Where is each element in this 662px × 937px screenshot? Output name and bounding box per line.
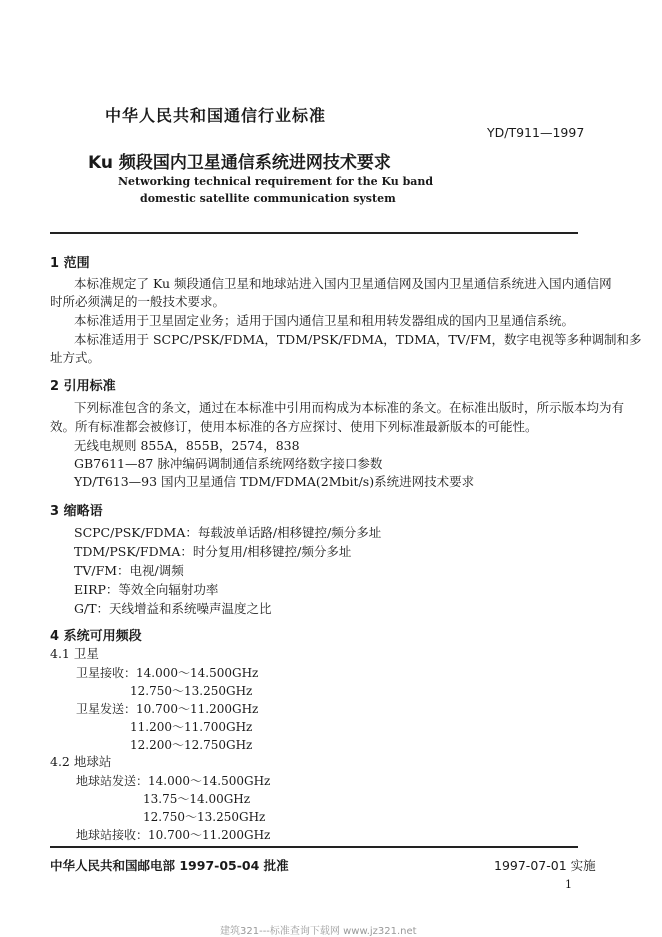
issue-date: 中华人民共和国邮电部 1997-05-04 批准: [50, 858, 289, 873]
section-1-para-1-line-1: 本标准规定了 Ku 频段通信卫星和地球站进入国内卫星通信网及国内卫星通信系统进入国内通信网: [74, 276, 612, 291]
section-1-heading: 1 范围: [50, 256, 90, 271]
section-4-heading: 4 系统可用频段: [50, 629, 142, 644]
abbreviation-item: TDM/PSK/FDMA：时分复用/相移键控/频分多址: [74, 544, 352, 559]
frequency-line: 12.200～12.750GHz: [130, 738, 253, 752]
watermark-text: 建筑321---标准查询下载网 www.jz321.net: [220, 926, 417, 937]
reference-item: GB7611—87 脉冲编码调制通信系统网络数字接口参数: [74, 456, 383, 471]
frequency-line: 12.750～13.250GHz: [130, 684, 253, 698]
abbreviation-item: SCPC/PSK/FDMA：每载波单话路/相移键控/频分多址: [74, 525, 382, 540]
doc-title-cn: Ku 频段国内卫星通信系统进网技术要求: [88, 153, 391, 173]
subsection-4-2-heading: 4.2 地球站: [50, 754, 112, 769]
org-title: 中华人民共和国通信行业标准: [105, 106, 327, 125]
reference-item: 无线电规则 855A，855B，2574，838: [74, 438, 300, 453]
section-2-para-line-1: 下列标准包含的条文，通过在本标准中引用而构成为本标准的条文。在标准出版时，所示版本均为有: [74, 400, 625, 415]
frequency-line: 11.200～11.700GHz: [130, 720, 253, 734]
doc-title-en-2: domestic satellite communication system: [140, 192, 396, 205]
section-3-heading: 3 缩略语: [50, 504, 103, 519]
section-2-para-line-2: 效。所有标准都会被修订，使用本标准的各方应探讨、使用下列标准最新版本的可能性。: [50, 419, 538, 434]
frequency-line: 卫星发送：10.700～11.200GHz: [76, 702, 259, 716]
footer-rule: [50, 846, 578, 848]
section-1-para-3-line-1: 本标准适用于 SCPC/PSK/FDMA，TDM/PSK/FDMA，TDMA，TV/FM，数字电视等多种调制和多: [74, 332, 642, 347]
doc-number: YD/T911—1997: [487, 125, 585, 140]
page-number: 1: [565, 878, 572, 891]
frequency-line: 卫星接收：14.000～14.500GHz: [76, 666, 259, 680]
frequency-line: 13.75～14.00GHz: [143, 792, 251, 806]
abbreviation-item: TV/FM：电视/调频: [74, 563, 184, 578]
abbreviation-item: EIRP：等效全向辐射功率: [74, 582, 219, 597]
reference-item: YD/T613—93 国内卫星通信 TDM/FDMA(2Mbit/s)系统进网技术要求: [74, 474, 475, 489]
section-1-para-1-line-2: 时所必须满足的一般技术要求。: [50, 294, 226, 309]
subsection-4-1-heading: 4.1 卫星: [50, 646, 99, 661]
frequency-line: 12.750～13.250GHz: [143, 810, 266, 824]
section-1-para-3-line-2: 址方式。: [50, 350, 101, 365]
section-2-heading: 2 引用标准: [50, 379, 116, 394]
effective-date: 1997-07-01 实施: [494, 858, 596, 873]
doc-title-en-1: Networking technical requirement for the Ku band: [118, 175, 434, 188]
frequency-line: 地球站发送：14.000～14.500GHz: [76, 774, 271, 788]
section-1-para-2: 本标准适用于卫星固定业务；适用于国内通信卫星和租用转发器组成的国内卫星通信系统。: [74, 313, 575, 328]
abbreviation-item: G/T：天线增益和系统噪声温度之比: [74, 601, 272, 616]
frequency-line: 地球站接收：10.700～11.200GHz: [76, 828, 271, 842]
header-rule: [50, 232, 578, 234]
